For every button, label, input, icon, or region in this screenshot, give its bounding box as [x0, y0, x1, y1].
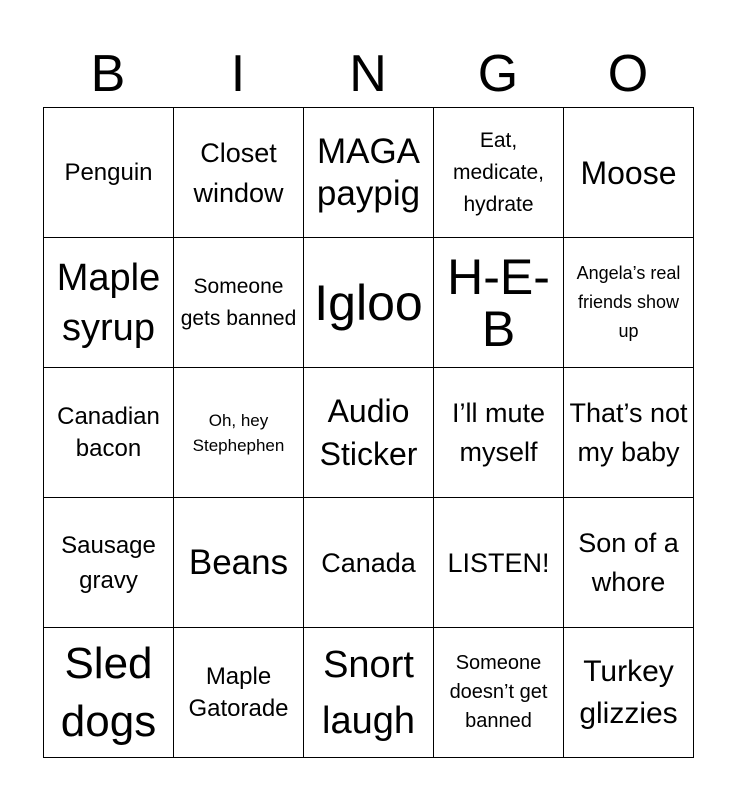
bingo-cell-r2-c1[interactable]: [44, 238, 174, 368]
bingo-cell-r1-c1[interactable]: [44, 108, 174, 238]
cell-text: That’s not my baby: [569, 397, 688, 467]
bingo-cell-r4-c1[interactable]: [44, 498, 174, 628]
bingo-cell-r3-c4[interactable]: [434, 368, 564, 498]
bingo-cell-r5-c5[interactable]: [564, 628, 694, 758]
cell-text: Igloo: [314, 274, 423, 331]
bingo-cell-r3-c2[interactable]: [174, 368, 304, 498]
cell-text: H-E-B: [447, 248, 550, 357]
cell-text: Beans: [188, 542, 289, 582]
header-letter-n: N: [349, 45, 387, 103]
bingo-cell-r3-c5[interactable]: [564, 368, 694, 498]
bingo-header: [43, 40, 693, 108]
bingo-cell-r4-c4[interactable]: [434, 498, 564, 628]
cell-text: MAGA paypig: [316, 131, 421, 213]
cell-text: LISTEN!: [447, 547, 550, 578]
bingo-cell-r2-c4[interactable]: [434, 238, 564, 368]
cell-text: Closet window: [193, 137, 284, 208]
bingo-cell-r2-c2[interactable]: [174, 238, 304, 368]
cell-text: Moose: [580, 154, 677, 191]
cell-text: Someone doesn’t get banned: [449, 652, 548, 732]
cell-text: Maple Gatorade: [188, 662, 289, 722]
header-letter-g: G: [477, 45, 519, 103]
cell-text: Oh, hey Stephephen: [192, 410, 285, 455]
bingo-cell-r3-c1[interactable]: [44, 368, 174, 498]
bingo-board: [43, 107, 694, 758]
cell-text: Someone gets banned: [180, 274, 297, 330]
bingo-cell-r1-c4[interactable]: [434, 108, 564, 238]
cell-text: Eat, medicate, hydrate: [452, 128, 545, 216]
bingo-cell-r4-c5[interactable]: [564, 498, 694, 628]
cell-text: Sausage gravy: [61, 531, 156, 594]
header-letter-o: O: [607, 45, 649, 103]
cell-text: Penguin: [64, 158, 153, 186]
cell-text: Maple syrup: [56, 256, 161, 349]
bingo-cell-r1-c3[interactable]: [304, 108, 434, 238]
bingo-cell-r5-c4[interactable]: [434, 628, 564, 758]
bingo-cell-r2-c5[interactable]: [564, 238, 694, 368]
cell-text: Son of a whore: [578, 527, 679, 597]
bingo-cell-r5-c1[interactable]: [44, 628, 174, 758]
cell-text: Angela’s real friends show up: [576, 263, 681, 341]
cell-text: Snort laugh: [322, 643, 415, 742]
cell-text: I’ll mute myself: [451, 397, 546, 467]
bingo-cell-r3-c3[interactable]: [304, 368, 434, 498]
bingo-cell-r1-c5[interactable]: [564, 108, 694, 238]
bingo-cell-r5-c3[interactable]: [304, 628, 434, 758]
bingo-cell-r2-c3[interactable]: [304, 238, 434, 368]
bingo-cell-r4-c3[interactable]: [304, 498, 434, 628]
bingo-cell-r1-c2[interactable]: [174, 108, 304, 238]
cell-text: Canadian bacon: [57, 402, 160, 462]
cell-text: Canada: [321, 547, 416, 578]
bingo-cell-r5-c2[interactable]: [174, 628, 304, 758]
header-letter-i: I: [230, 45, 246, 103]
bingo-cell-r4-c2[interactable]: [174, 498, 304, 628]
cell-text: Audio Sticker: [319, 392, 418, 472]
cell-text: Sled dogs: [60, 638, 157, 746]
cell-text: Turkey glizzies: [579, 654, 678, 730]
header-letter-b: B: [90, 45, 126, 103]
